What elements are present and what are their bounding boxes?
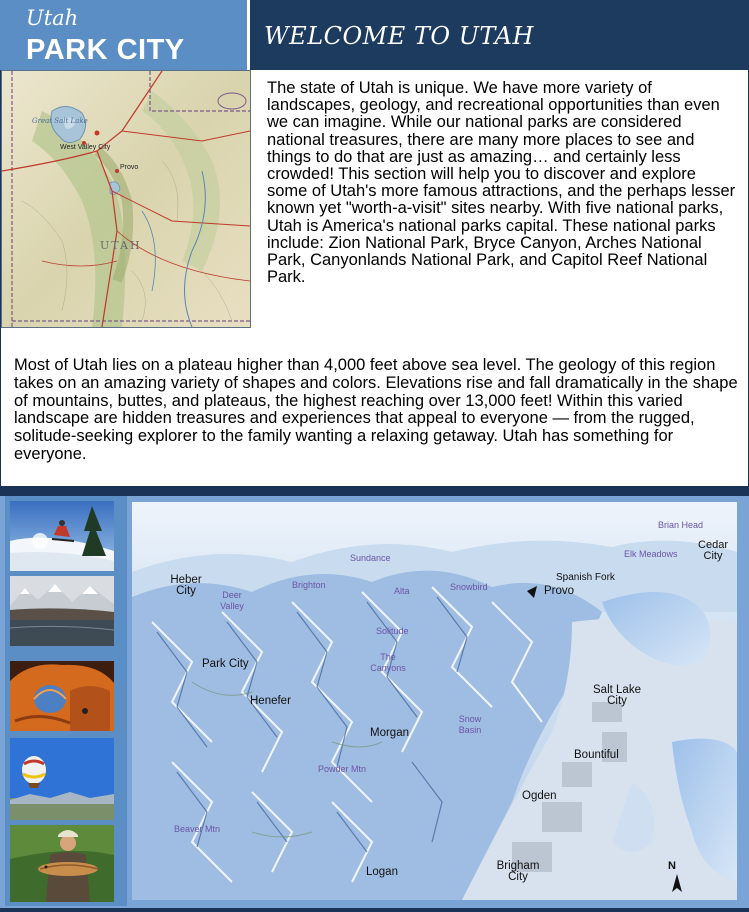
fisherman-photo[interactable] xyxy=(10,825,114,902)
brand-block xyxy=(0,0,247,70)
map-label-great-salt-lake: Great Salt Lake xyxy=(32,117,88,125)
label-salt-lake-city: Salt Lake City xyxy=(593,684,641,707)
mountain-lake-photo[interactable] xyxy=(10,576,114,646)
skier-photo[interactable] xyxy=(10,501,114,571)
intro-section xyxy=(0,70,749,486)
map-graphic xyxy=(2,71,250,327)
thumbnail-column xyxy=(5,496,127,906)
gallery-section xyxy=(0,496,749,912)
label-spanish-fork: Spanish Fork xyxy=(556,572,615,583)
red-rock-arch-photo[interactable] xyxy=(10,661,114,731)
intro-paragraph-2: Most of Utah lies on a plateau higher than 4,000 feet above sea level. The geology of this region takes on an amazing variety of shapes and colors. Elevations rise and fall dramatically in the shape of mountains, buttes, and plateaus, the highest reaching over 13,000 feet! Within this varied landscape are hidden treasures and experiences that appeal to everyone — from the rugged, solitude-seeking explorer to the family wanting a relaxing getaway. Utah has something for everyone. xyxy=(14,356,738,463)
label-elk-meadows: Elk Meadows xyxy=(624,549,678,559)
label-alta: Alta xyxy=(394,586,410,596)
label-solitude: Solitude xyxy=(376,626,409,636)
label-morgan: Morgan xyxy=(370,727,409,739)
label-beaver-mtn: Beaver Mtn xyxy=(174,824,221,834)
north-arrow-icon: N xyxy=(668,860,676,872)
label-sundance: Sundance xyxy=(350,553,391,563)
label-bountiful: Bountiful xyxy=(574,749,619,761)
label-heber-city: Heber City xyxy=(170,574,202,597)
label-snow-basin: Snow Basin xyxy=(458,714,482,735)
bottom-bar xyxy=(0,908,749,912)
map-label-provo: Provo xyxy=(120,164,139,171)
label-logan: Logan xyxy=(366,866,398,878)
map-label-utah: UTAH xyxy=(100,239,142,252)
label-cedar-city: Cedar City xyxy=(698,539,728,562)
map-label-west-valley: West Valley City xyxy=(60,144,111,151)
section-separator xyxy=(0,486,749,496)
label-snowbird: Snowbird xyxy=(450,582,488,592)
welcome-banner xyxy=(250,0,749,70)
label-henefer: Henefer xyxy=(250,695,291,707)
hot-air-balloon-photo[interactable] xyxy=(10,738,114,820)
panorama-graphic xyxy=(132,502,737,900)
label-brian-head: Brian Head xyxy=(658,520,704,530)
label-ogden: Ogden xyxy=(522,790,557,802)
state-name: Utah xyxy=(26,6,79,30)
label-brighton: Brighton xyxy=(292,580,326,590)
label-park-city: Park City xyxy=(202,658,249,670)
label-brigham-city: Brigham City xyxy=(496,860,540,883)
label-the-canyons: The Canyons xyxy=(370,652,406,673)
utah-state-map xyxy=(1,70,251,328)
park-city-panorama-map xyxy=(132,502,737,900)
welcome-title: WELCOME TO UTAH xyxy=(264,22,534,50)
city-title: PARK CITY xyxy=(26,34,185,66)
intro-paragraph-1: The state of Utah is unique. We have more variety of landscapes, geology, and recreational opportunities than even we can imagine. While our national parks are considered national treasures, there are many more places to see and things to do that are just as amazing… and certainly less crowded! This section will help you to discover and explore some of Utah's more famous attractions, and the perhaps lesser known yet "worth-a-visit" sites nearby. With five national parks, Utah is America's national parks capital. These national parks include: Zion National Park, Bryce Canyon, Arches National Park, Canyonlands National Park, and Capitol Reef National Park. xyxy=(267,79,736,287)
label-powder-mtn: Powder Mtn xyxy=(318,764,367,774)
label-deer-valley: Deer Valley xyxy=(220,590,244,611)
label-provo: Provo xyxy=(544,585,575,597)
